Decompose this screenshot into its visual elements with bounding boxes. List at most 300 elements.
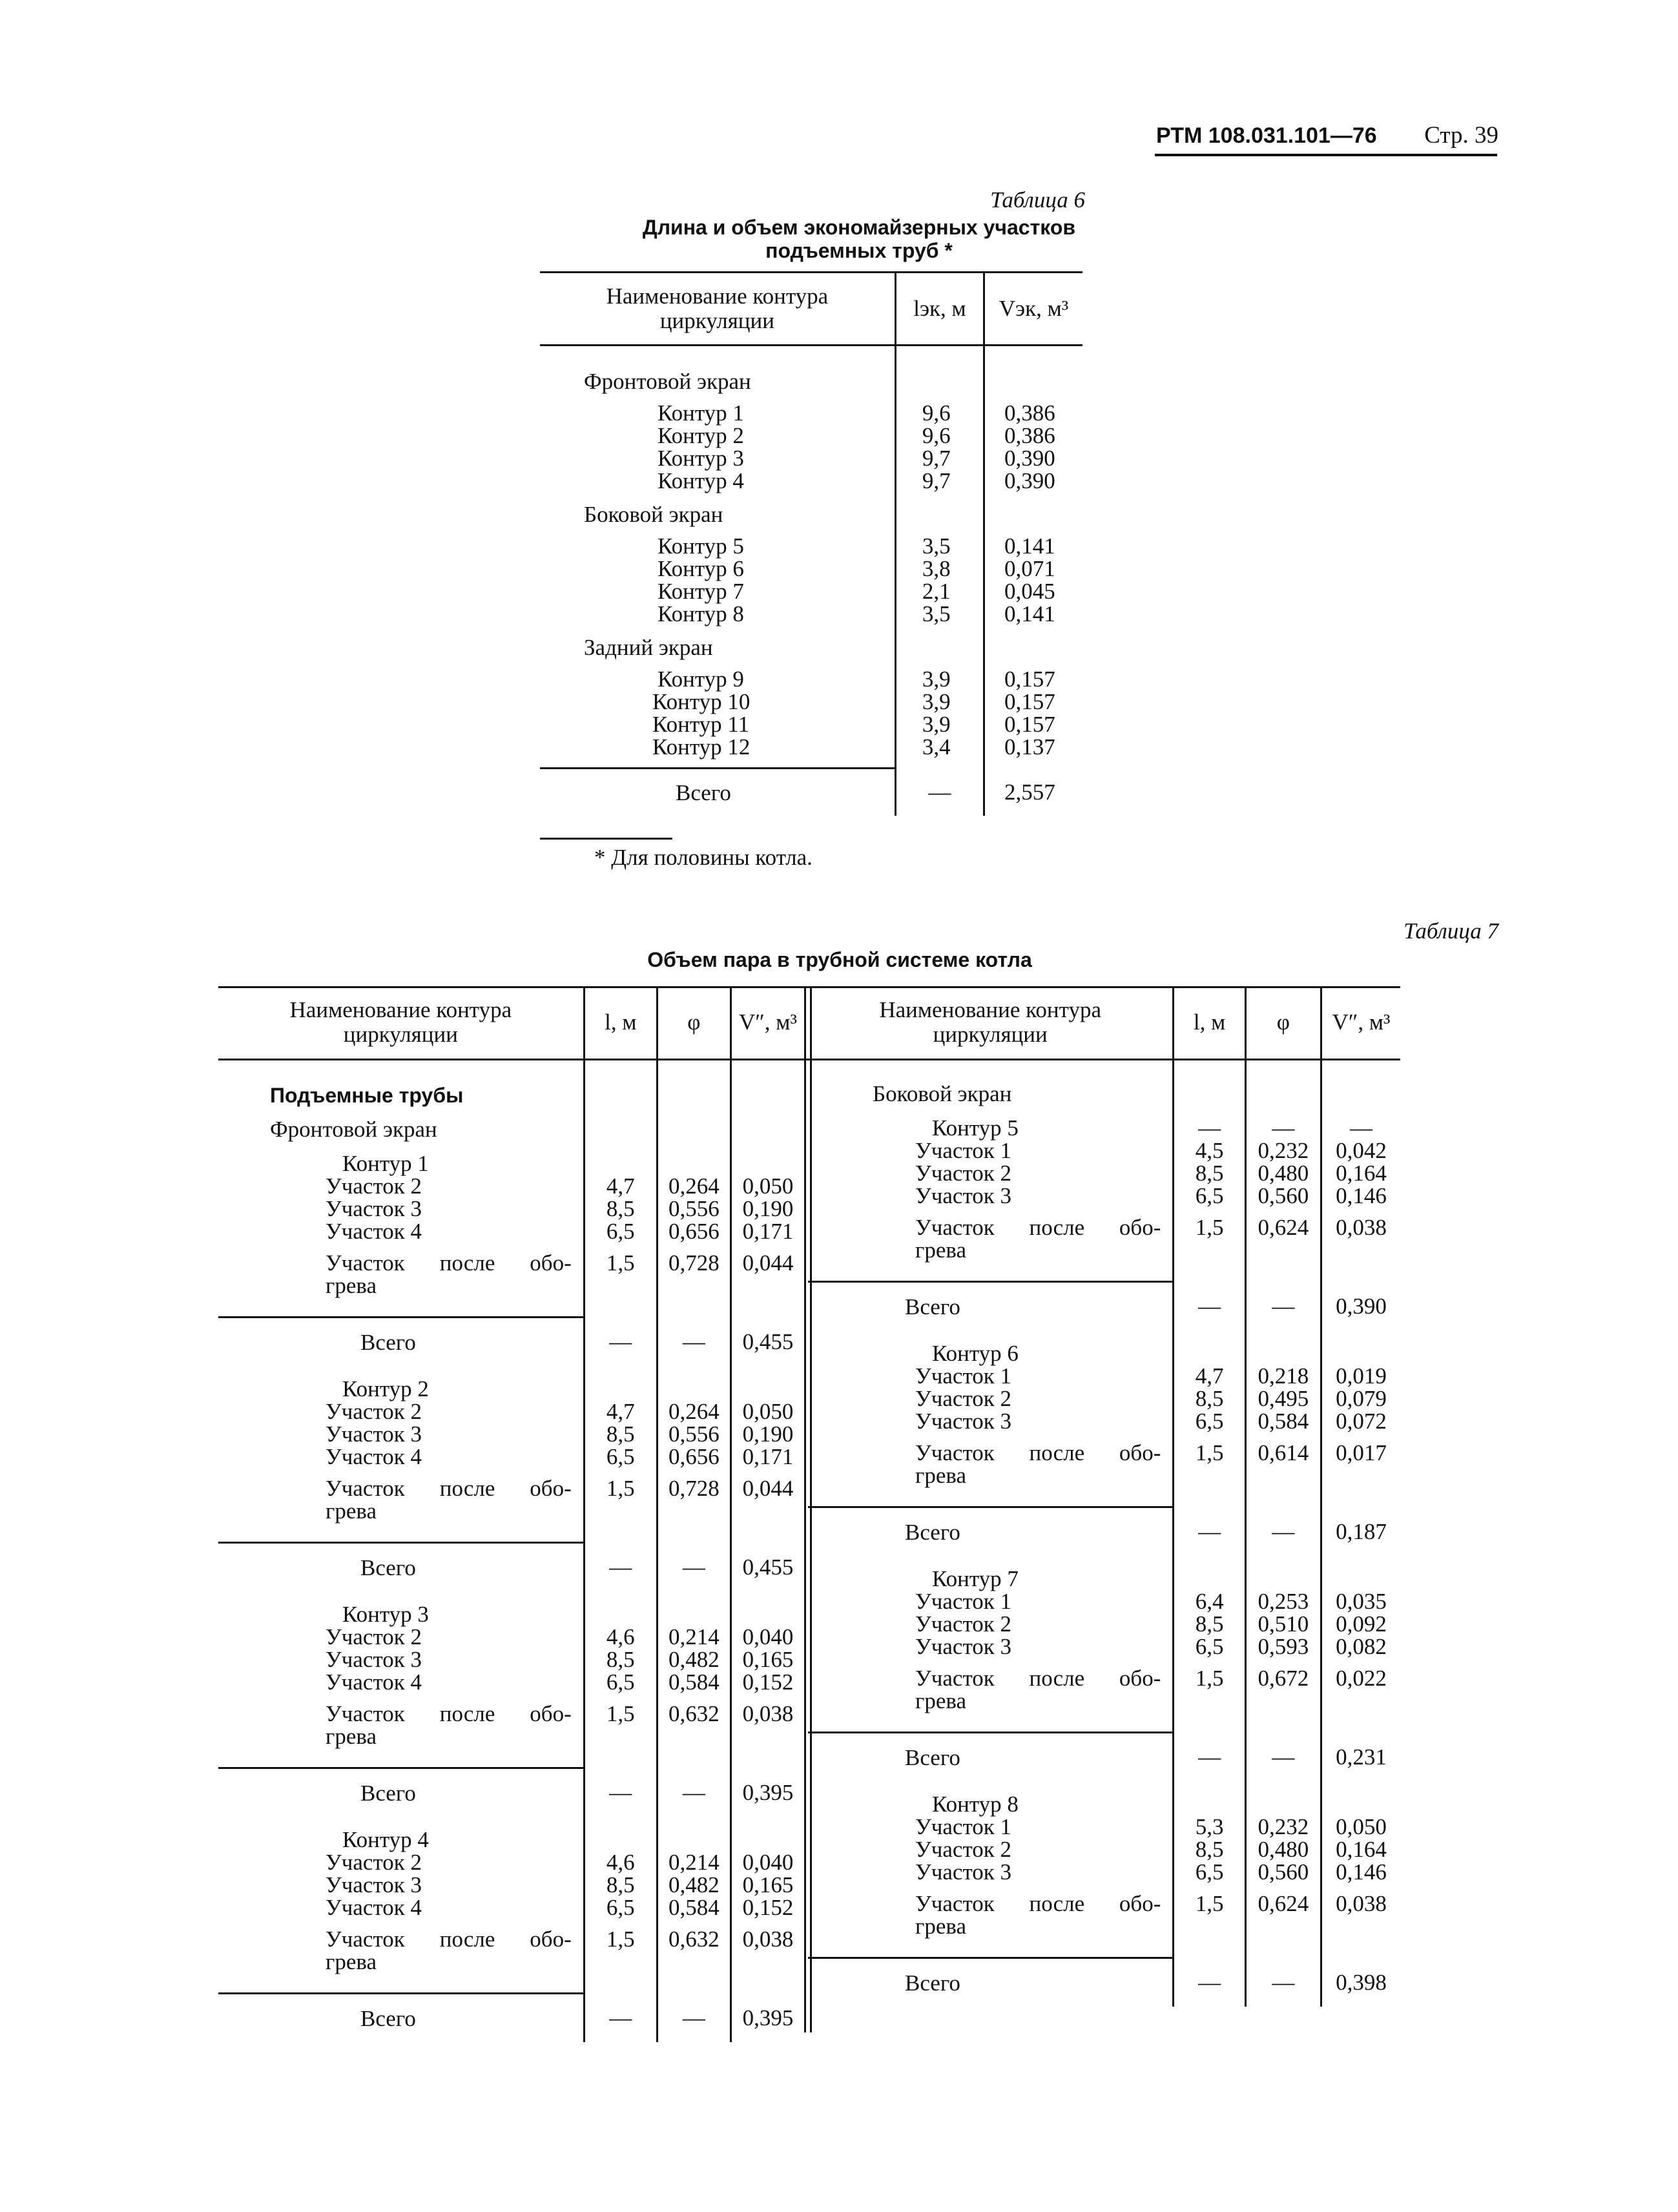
empty-cell [1174, 1567, 1245, 1590]
volume-value: 0,017 [1321, 1432, 1400, 1489]
spacer-row [540, 659, 1082, 668]
length-value: 3,8 [895, 557, 984, 580]
length-value: 3,4 [895, 736, 984, 758]
empty-cell [1245, 1940, 1321, 1958]
empty-cell [1174, 1071, 1245, 1105]
part-name: Участок 2 [326, 1173, 422, 1199]
empty-cell [1321, 1489, 1400, 1507]
empty-cell [584, 1299, 657, 1318]
contour-name: Контур 8 [658, 601, 744, 626]
volume-value: 0,082 [1321, 1635, 1400, 1658]
empty-cell [1245, 1264, 1321, 1282]
table6-caption: Таблица 6 [990, 187, 1085, 212]
contour-row [540, 557, 1082, 580]
empty-cell [984, 625, 1082, 659]
part-name: Участок 2 [326, 1850, 422, 1875]
section-part-row [808, 1861, 1400, 1883]
contour-name: Контур 3 [658, 446, 744, 471]
volume-value: 0,390 [984, 470, 1082, 492]
after-heating-label [808, 1207, 1174, 1264]
volume-value: 0,190 [730, 1423, 804, 1445]
volume-value: 0,152 [730, 1896, 804, 1919]
col-name-line2: циркуляции [343, 1022, 458, 1047]
empty-cell [1174, 1556, 1245, 1567]
empty-cell [584, 1817, 657, 1828]
empty-cell [895, 758, 984, 769]
table6-header-row [540, 273, 1082, 346]
contour-row [540, 447, 1082, 470]
total-volume: 2,557 [984, 769, 1082, 816]
total-row [808, 1958, 1400, 2007]
spacer-row [218, 1976, 804, 1994]
length-value: 4,7 [1174, 1365, 1245, 1387]
total-row [218, 1318, 804, 1367]
total-volume: 0,390 [1321, 1282, 1400, 1331]
length-value: 9,6 [895, 424, 984, 447]
empty-cell [808, 1940, 1174, 1958]
part-name: Участок 2 [915, 1386, 1012, 1411]
length-value: 5,3 [1174, 1815, 1245, 1838]
phi-value: 0,556 [657, 1423, 730, 1445]
table7-right-table [808, 986, 1400, 2007]
phi-value: 0,480 [1245, 1162, 1321, 1184]
part-name: Участок 3 [915, 1634, 1012, 1659]
after-heating-label [218, 1693, 584, 1750]
empty-cell [1321, 1556, 1400, 1567]
length-value: 8,5 [1174, 1387, 1245, 1410]
empty-cell [730, 1591, 804, 1603]
length-value: 6,5 [1174, 1861, 1245, 1883]
part-name: Участок 4 [326, 1219, 422, 1244]
empty-cell [657, 1828, 730, 1851]
after-heating-line1: Участок после обо- [326, 1476, 572, 1501]
spacer-row [808, 1489, 1400, 1507]
phi-value: 0,264 [657, 1400, 730, 1423]
volume-value: 0,079 [1321, 1387, 1400, 1410]
volume-value: 0,045 [984, 580, 1082, 603]
section-part-row [808, 1635, 1400, 1658]
empty-cell [1174, 1489, 1245, 1507]
table6 [540, 271, 1082, 816]
length-value: 1,5 [584, 1243, 657, 1299]
section-part-row [218, 1400, 804, 1423]
length-value: 4,7 [584, 1175, 657, 1197]
volume-value: — [1321, 1117, 1400, 1139]
total-volume: 0,231 [1321, 1733, 1400, 1782]
empty-cell [730, 1141, 804, 1152]
phi-value: 0,584 [657, 1671, 730, 1693]
volume-value: 0,386 [984, 424, 1082, 447]
phi-value: 0,656 [657, 1445, 730, 1468]
empty-cell [730, 1976, 804, 1994]
part-name: Участок 2 [326, 1399, 422, 1424]
table7-left-col-name [218, 986, 584, 1059]
total-volume: 0,187 [1321, 1507, 1400, 1556]
empty-cell [584, 1750, 657, 1768]
phi-value: 0,218 [1245, 1365, 1321, 1387]
empty-cell [584, 1071, 657, 1107]
length-value: 8,5 [584, 1423, 657, 1445]
total-length: — [1174, 1282, 1245, 1331]
phi-value: 0,728 [657, 1468, 730, 1525]
empty-cell [584, 1152, 657, 1175]
length-value: 8,5 [584, 1648, 657, 1671]
contour-name: Контур 7 [932, 1566, 1019, 1591]
empty-cell [584, 1591, 657, 1603]
spacer-row [218, 1525, 804, 1543]
phi-value: — [1245, 1117, 1321, 1139]
empty-cell [657, 1817, 730, 1828]
section-row [218, 1071, 804, 1107]
empty-cell [730, 1525, 804, 1543]
empty-cell [657, 1603, 730, 1626]
empty-cell [984, 492, 1082, 526]
spacer-row [540, 526, 1082, 535]
section-part-row [808, 1590, 1400, 1613]
empty-cell [584, 1141, 657, 1152]
total-row [540, 769, 1082, 816]
empty-cell [584, 1976, 657, 1994]
phi-value: 0,232 [1245, 1139, 1321, 1162]
total-phi: — [1245, 1507, 1321, 1556]
empty-cell [1321, 1940, 1400, 1958]
empty-cell [657, 1525, 730, 1543]
empty-cell [657, 1107, 730, 1141]
volume-value: 0,038 [1321, 1207, 1400, 1264]
empty-cell [657, 1059, 730, 1071]
phi-value: 0,728 [657, 1243, 730, 1299]
empty-cell [730, 1152, 804, 1175]
length-value: 6,5 [584, 1896, 657, 1919]
after-heating-line2: грева [915, 1463, 966, 1488]
empty-cell [808, 1059, 1174, 1071]
section-part-row [218, 1175, 804, 1197]
volume-value: 0,019 [1321, 1365, 1400, 1387]
empty-cell [1174, 1059, 1245, 1071]
section-part-row [218, 1423, 804, 1445]
empty-cell [730, 1828, 804, 1851]
volume-value: 0,386 [984, 402, 1082, 424]
contour-row [808, 1342, 1400, 1365]
group-row [540, 625, 1082, 659]
empty-cell [1174, 1781, 1245, 1793]
part-name: Участок 3 [915, 1183, 1012, 1208]
total-volume: 0,455 [730, 1318, 804, 1367]
empty-cell [584, 1525, 657, 1543]
after-heating-row [218, 1468, 804, 1525]
volume-value: 0,146 [1321, 1861, 1400, 1883]
empty-cell [584, 1366, 657, 1378]
empty-cell [657, 1071, 730, 1107]
phi-value: 0,480 [1245, 1838, 1321, 1861]
phi-value: 0,482 [657, 1874, 730, 1896]
section-part-row [808, 1139, 1400, 1162]
volume-value: 0,050 [730, 1400, 804, 1423]
length-value: 8,5 [584, 1874, 657, 1896]
length-value: 3,5 [895, 535, 984, 557]
contour-name: Контур 11 [652, 712, 750, 737]
spacer-row [218, 1817, 804, 1828]
total-phi: — [657, 1768, 730, 1817]
part-name: Участок 4 [326, 1444, 422, 1469]
volume-value: 0,072 [1321, 1410, 1400, 1432]
section-part-row [808, 1838, 1400, 1861]
total-phi: — [1245, 1282, 1321, 1331]
empty-cell [730, 1071, 804, 1107]
volume-value: 0,040 [730, 1851, 804, 1874]
phi-value: 0,264 [657, 1175, 730, 1197]
table6-col-name-line2: циркуляции [659, 308, 774, 333]
total-volume: 0,395 [730, 1768, 804, 1817]
contour-name: Контур 1 [658, 400, 744, 426]
contour-row [540, 736, 1082, 758]
contour-row [540, 603, 1082, 625]
total-label: Всего [808, 1507, 1174, 1556]
group-name: Фронтовой экран [584, 369, 751, 394]
length-value: 8,5 [1174, 1838, 1245, 1861]
contour-name: Контур 7 [658, 579, 744, 604]
empty-cell [1174, 1342, 1245, 1365]
empty-cell [1174, 1793, 1245, 1815]
volume-value: 0,157 [984, 713, 1082, 736]
spacer-row [808, 1781, 1400, 1793]
spacer-row [218, 1366, 804, 1378]
after-heating-line1: Участок после обо- [326, 1250, 572, 1276]
volume-value: 0,164 [1321, 1162, 1400, 1184]
length-value: 1,5 [584, 1693, 657, 1750]
section-part-row [218, 1626, 804, 1648]
phi-value: 0,656 [657, 1220, 730, 1243]
volume-value: 0,146 [1321, 1184, 1400, 1207]
empty-cell [1245, 1059, 1321, 1071]
table7-left-table [218, 986, 804, 2042]
empty-cell [657, 1141, 730, 1152]
empty-cell [218, 1299, 584, 1318]
volume-value: 0,042 [1321, 1139, 1400, 1162]
empty-cell [657, 1299, 730, 1318]
contour-row [540, 402, 1082, 424]
after-heating-label [808, 1658, 1174, 1715]
empty-cell [657, 1591, 730, 1603]
empty-cell [1245, 1567, 1321, 1590]
spacer-row [808, 1059, 1400, 1071]
spacer-row [218, 1299, 804, 1318]
contour-name: Контур 6 [658, 556, 744, 581]
length-value: 4,6 [584, 1626, 657, 1648]
phi-value: 0,632 [657, 1919, 730, 1976]
phi-value: 0,232 [1245, 1815, 1321, 1838]
empty-cell [1245, 1781, 1321, 1793]
after-heating-label [218, 1243, 584, 1299]
document-number: РТМ 108.031.101—76 [1156, 123, 1377, 148]
phi-value: 0,560 [1245, 1184, 1321, 1207]
empty-cell [1321, 1059, 1400, 1071]
table6-title-line1: Длина и объем экономайзерных участков [642, 216, 1076, 239]
empty-cell [1174, 1264, 1245, 1282]
phi-value: 0,253 [1245, 1590, 1321, 1613]
phi-value: 0,584 [657, 1896, 730, 1919]
volume-value: 0,137 [984, 736, 1082, 758]
phi-value: 0,495 [1245, 1387, 1321, 1410]
volume-value: 0,171 [730, 1445, 804, 1468]
part-name: Участок 1 [915, 1589, 1012, 1614]
empty-cell [808, 1715, 1174, 1733]
contour-name: Контур 3 [342, 1602, 429, 1627]
section-part-row [808, 1613, 1400, 1635]
part-name: Участок 2 [326, 1624, 422, 1649]
footnote-rule [540, 838, 672, 840]
spacer-row [808, 1105, 1400, 1117]
empty-cell [808, 1489, 1174, 1507]
part-name: Участок 3 [326, 1872, 422, 1897]
volume-value: 0,092 [1321, 1613, 1400, 1635]
total-volume: 0,455 [730, 1543, 804, 1592]
after-heating-line2: грева [326, 1498, 377, 1524]
total-label: Всего [218, 1318, 584, 1367]
length-value: 1,5 [1174, 1658, 1245, 1715]
part-name: Участок 3 [326, 1196, 422, 1221]
part-name: Участок 3 [915, 1859, 1012, 1885]
total-phi: — [657, 1543, 730, 1592]
part-name: Участок 1 [915, 1138, 1012, 1163]
empty-cell [730, 1750, 804, 1768]
total-row [808, 1733, 1400, 1782]
length-value: 6,5 [584, 1445, 657, 1468]
contour-row [540, 580, 1082, 603]
phi-value: 0,560 [1245, 1861, 1321, 1883]
after-heating-line1: Участок после обо- [915, 1440, 1161, 1465]
screen-name: Фронтовой экран [270, 1117, 437, 1142]
after-heating-label [808, 1883, 1174, 1940]
contour-row [808, 1567, 1400, 1590]
length-value: 1,5 [1174, 1207, 1245, 1264]
spacer-row [808, 1330, 1400, 1342]
total-row [808, 1507, 1400, 1556]
col-name-line2: циркуляции [933, 1022, 1048, 1047]
contour-row [540, 470, 1082, 492]
length-value: 1,5 [1174, 1883, 1245, 1940]
length-value: 9,7 [895, 470, 984, 492]
table6-col-volume: Vэк, м³ [984, 273, 1082, 346]
table7-right-col-length: l, м [1174, 986, 1245, 1059]
length-value: 6,5 [1174, 1410, 1245, 1432]
empty-cell [730, 1603, 804, 1626]
after-heating-label [218, 1468, 584, 1525]
spacer-row [540, 393, 1082, 402]
length-value: 4,7 [584, 1400, 657, 1423]
total-length: — [584, 1768, 657, 1817]
section-part-row [218, 1851, 804, 1874]
total-volume: 0,398 [1321, 1958, 1400, 2007]
section-part-row [808, 1184, 1400, 1207]
after-heating-line1: Участок после обо- [915, 1666, 1161, 1691]
total-row [808, 1282, 1400, 1331]
contour-row [808, 1793, 1400, 1815]
section-part-row [218, 1896, 804, 1919]
spacer-row [218, 1141, 804, 1152]
contour-name: Контур 2 [658, 423, 744, 448]
length-value: 4,5 [1174, 1139, 1245, 1162]
total-length: — [895, 769, 984, 816]
volume-value: 0,164 [1321, 1838, 1400, 1861]
length-value: — [1174, 1117, 1245, 1139]
table6-body [540, 346, 1082, 816]
section-part-row [218, 1671, 804, 1693]
phi-value: 0,593 [1245, 1635, 1321, 1658]
empty-cell [730, 1107, 804, 1141]
col-name-line1: Наименование контура [879, 997, 1101, 1022]
spacer-row [218, 1591, 804, 1603]
group-row [540, 346, 1082, 393]
empty-cell [1321, 1567, 1400, 1590]
contour-row [540, 713, 1082, 736]
section-part-row [218, 1648, 804, 1671]
contour-row [218, 1828, 804, 1851]
screen-name: Боковой экран [873, 1081, 1012, 1106]
length-value: 4,6 [584, 1851, 657, 1874]
table7-left-header-row [218, 986, 804, 1059]
empty-cell [657, 1366, 730, 1378]
length-value: 6,5 [584, 1220, 657, 1243]
empty-cell [1245, 1489, 1321, 1507]
section-title: Подъемные трубы [270, 1084, 464, 1107]
length-value: 8,5 [1174, 1613, 1245, 1635]
table6-title [536, 216, 1182, 262]
contour-name: Контур 9 [658, 667, 744, 692]
empty-cell [895, 346, 984, 393]
section-part-row [808, 1162, 1400, 1184]
after-heating-row [808, 1207, 1400, 1264]
total-label: Всего [808, 1282, 1174, 1331]
empty-cell [1321, 1793, 1400, 1815]
phi-value: 0,624 [1245, 1883, 1321, 1940]
contour-name: Контур 4 [342, 1827, 429, 1852]
contour-name: Контур 10 [652, 689, 751, 714]
length-value: 1,5 [584, 1468, 657, 1525]
length-value: 6,4 [1174, 1590, 1245, 1613]
empty-cell [584, 1828, 657, 1851]
empty-cell [657, 1378, 730, 1400]
total-label: Всего [808, 1958, 1174, 2007]
total-length: — [584, 1994, 657, 2043]
volume-value: 0,050 [1321, 1815, 1400, 1838]
length-value: 6,5 [1174, 1635, 1245, 1658]
table6-col-name-line1: Наименование контура [606, 284, 829, 309]
total-length: — [584, 1318, 657, 1367]
phi-value: 0,482 [657, 1648, 730, 1671]
after-heating-line2: грева [326, 1724, 377, 1749]
part-name: Участок 3 [326, 1421, 422, 1447]
after-heating-label [218, 1919, 584, 1976]
spacer-row [218, 1750, 804, 1768]
length-value: 9,6 [895, 402, 984, 424]
phi-value: 0,624 [1245, 1207, 1321, 1264]
phi-value: 0,510 [1245, 1613, 1321, 1635]
total-label: Всего [808, 1733, 1174, 1782]
after-heating-line2: грева [915, 1237, 966, 1263]
total-label: Всего [540, 769, 895, 816]
total-length: — [1174, 1733, 1245, 1782]
after-heating-line2: грева [326, 1949, 377, 1974]
phi-value: 0,214 [657, 1851, 730, 1874]
contour-name: Контур 1 [342, 1151, 429, 1176]
volume-value: 0,038 [1321, 1883, 1400, 1940]
phi-value: 0,614 [1245, 1432, 1321, 1489]
part-name: Участок 3 [915, 1409, 1012, 1434]
empty-cell [540, 758, 895, 769]
table7-caption: Таблица 7 [1404, 918, 1498, 944]
volume-value: 0,050 [730, 1175, 804, 1197]
